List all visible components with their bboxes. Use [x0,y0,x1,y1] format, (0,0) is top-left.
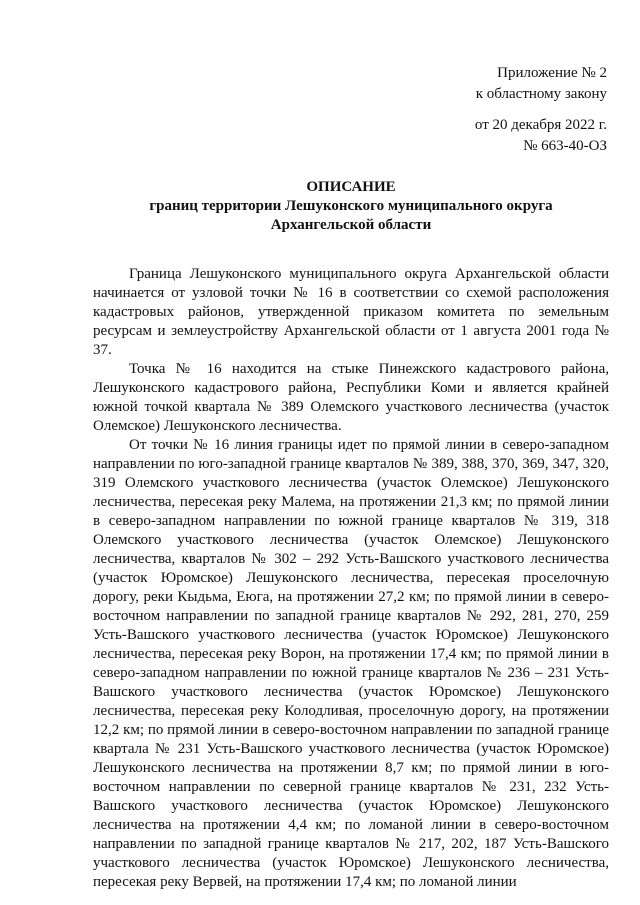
body-paragraph-2: Точка № 16 находится на стыке Пинежского кадастрового района, Лешуконского кадастрового района, Республики Коми и является крайней южной точкой квартала № 389 Олемского участкового лесничества (участок Олемское) Лешуконского лесничества. [93,361,609,434]
document-subtitle-line2: Архангельской области [270,217,432,233]
annex-law-number: № 663-40-ОЗ [523,138,607,154]
document-subtitle-line1: границ территории Лешуконского муниципального округа [149,198,553,214]
annex-number: Приложение № 2 [497,65,607,81]
body-paragraph-1: Граница Лешуконского муниципального округа Архангельской области начинается от узловой точки № 16 в соответствии со схемой расположения кадастровых районов, утвержденной приказом комитета по земельным ресурсам и землеустройству Архангельской области от 1 августа 2001 года № 37. [93,266,609,358]
document-title: ОПИСАНИЕ [306,179,396,195]
annex-date: от 20 декабря 2022 г. [474,117,607,133]
document-heading [60,178,640,235]
annex-header [347,63,607,105]
document-body [93,265,609,892]
annex-law-ref: к областному закону [475,86,607,102]
annex-date-block [347,115,607,157]
body-paragraph-3: От точки № 16 линия границы идет по прямой линии в северо-западном направлении по юго-западной границе кварталов № 389, 388, 370, 369, 347, 320, 319 Олемского участкового лесничества (участок Олемское) Лешуконского лесничества, пересекая реку Малема, на протяжении 21,3 км; по прямой линии в северо-западном направлении по южной границе кварталов № 319, 318 Олемского участкового лесничества (участок Олемское) Лешуконского лесничества, кварталов № 302 – 292 Усть-Вашского участкового лесничества (участок Юромское) Лешуконского лесничества, пересекая проселочную дорогу, реки Кыдьма, Еюга, на протяжении 27,2 км; по прямой линии в северо-восточном направлении по западной границе кварталов № 292, 281, 270, 259 Усть-Вашского участкового лесничества (участок Юромское) Лешуконского лесничества, пересекая реку Ворон, на протяжении 17,4 км; по прямой линии в северо-западном направлении по южной границе кварталов № 236 – 231 Усть-Вашского участкового лесничества (участок Юромское) Лешуконского лесничества, пересекая реку Колодливая, проселочную дорогу, на протяжении 12,2 км; по прямой линии в северо-восточном направлении по западной границе квартала № 231 Усть-Вашского участкового лесничества (участок Юромское) Лешуконского лесничества на протяжении 8,7 км; по прямой линии в юго-восточном направлении по северной границе кварталов № 231, 232 Усть-Вашского участкового лесничества (участок Юромское) Лешуконского лесничества на протяжении 4,4 км; по ломаной линии в северо-восточном направлении по западной границе кварталов № 217, 202, 187 Усть-Вашского участкового лесничества (участок Юромское) Лешуконского лесничества, пересекая реку Вервей, на протяжении 17,4 км; по ломаной линии [93,437,609,890]
